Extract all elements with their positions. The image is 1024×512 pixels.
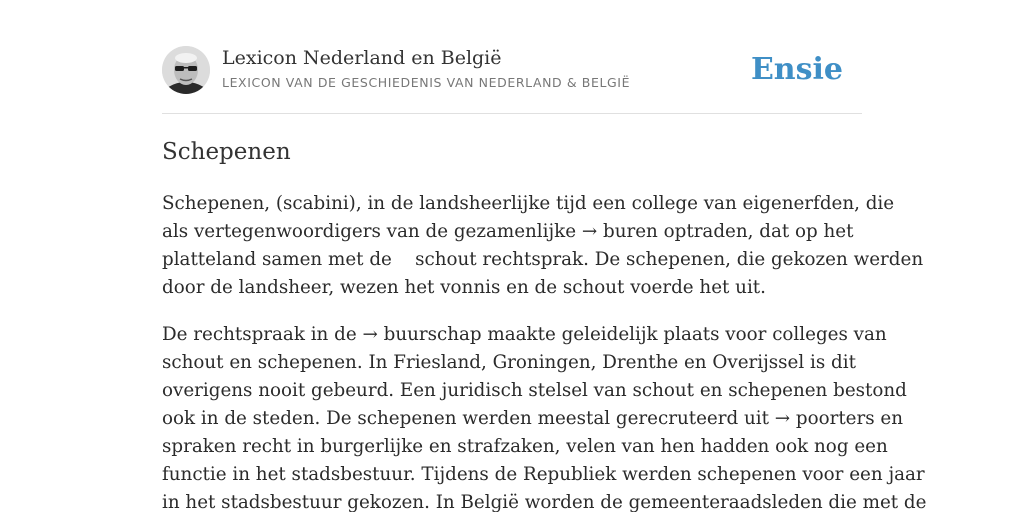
article-title: Schepenen [162, 139, 291, 165]
paragraph-line [162, 321, 887, 349]
article-paragraph-1 [162, 190, 924, 302]
ensie-logo-link[interactable]: Ensie [750, 52, 843, 87]
site-header [162, 46, 862, 96]
text-segment: De rechtspraak in de [162, 324, 363, 345]
paragraph-line: platteland samen met de schout rechtsprak. De schepenen, die gekozen werden [162, 249, 924, 270]
text-segment: maakte geleidelijk plaats voor colleges van [481, 324, 887, 345]
paragraph-line: in het stadsbestuur gekozen. In België worden de gemeenteraadsleden die met de [162, 492, 927, 512]
paragraph-line: schout en schepenen. In Friesland, Groningen, Drenthe en Overijssel is dit [162, 352, 856, 373]
text-segment: en [874, 408, 904, 429]
avatar-photo-icon [162, 46, 210, 94]
text-segment: ook in de steden. De schepenen werden meestal gerecruteerd uit [162, 408, 775, 429]
xref-link-buren[interactable]: → buren [581, 221, 658, 242]
article-body [162, 190, 927, 512]
paragraph-line: overigens nooit gebeurd. Een juridisch stelsel van schout en schepenen bestond [162, 380, 907, 401]
paragraph-line: door de landsheer, wezen het vonnis en de schout voerde het uit. [162, 277, 766, 298]
site-subtitle: LEXICON VAN DE GESCHIEDENIS VAN NEDERLAND & BELGIË [222, 75, 631, 90]
site-title[interactable]: Lexicon Nederland en België [222, 47, 502, 69]
paragraph-line: functie in het stadsbestuur. Tijdens de Republiek werden schepenen voor een jaar [162, 464, 925, 485]
xref-link-poorters[interactable]: → poorters [774, 408, 875, 429]
header-divider [162, 113, 862, 114]
paragraph-line: spraken recht in burgerlijke en strafzaken, velen van hen hadden ook nog een [162, 436, 888, 457]
author-avatar[interactable] [162, 46, 210, 94]
text-segment: optraden, dat op het [657, 221, 854, 242]
paragraph-line: Schepenen, (scabini), in de landsheerlijke tijd een college van eigenerfden, die [162, 193, 895, 214]
text-segment: als vertegenwoordigers van de gezamenlijke [162, 221, 582, 242]
paragraph-line [162, 218, 872, 246]
xref-link-buurschap[interactable]: → buurschap [362, 324, 482, 345]
article-paragraph-2 [162, 321, 927, 512]
paragraph-line [162, 405, 904, 433]
